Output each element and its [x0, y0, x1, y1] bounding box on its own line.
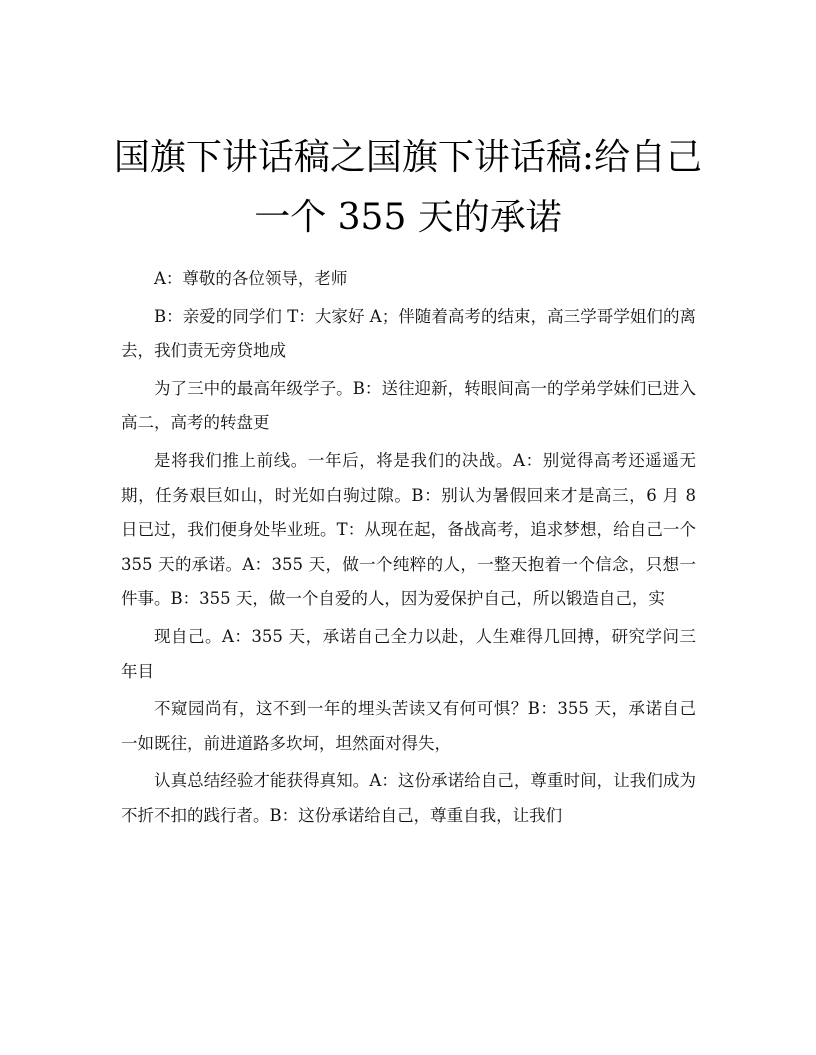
paragraph: B：亲爱的同学们 T：大家好 A；伴随着高考的结束，高三学哥学姐们的离去，我们责无旁贷地成: [121, 306, 696, 361]
paragraph: 是将我们推上前线。一年后，将是我们的决战。A：别觉得高考还遥遥无期，任务艰巨如山，时光如白驹过隙。B：别认为暑假回来才是高三，6 月 8 日已过，我们便身处毕业班。T：从现在起，备战高考，追求梦想，给自己一个 355 天的承诺。A：355 天，做一个纯粹的人，一整天抱着一个信念，只想一件事。B：355 天，做一个自爱的人，因为爱保护自己，所以锻造自己，实: [121, 450, 696, 609]
paragraph: 不窥园尚有，这不到一年的埋头苦读又有何可惧？B：355 天，承诺自己一如既往，前进道路多坎坷，坦然面对得失，: [121, 699, 696, 753]
paragraph: A：尊敬的各位领导，老师: [154, 269, 348, 288]
title-line-1: 国旗下讲话稿之国旗下讲话稿:给自己: [113, 137, 703, 179]
document-body: [121, 262, 696, 837]
document-title: [100, 128, 716, 248]
paragraph: 认真总结经验才能获得真知。A：这份承诺给自己，尊重时间，让我们成为不折不扣的践行者。B：这份承诺给自己，尊重自我，让我们: [121, 771, 696, 825]
paragraph: 现自己。A：355 天，承诺自己全力以赴，人生难得几回搏，研究学问三年目: [121, 626, 696, 681]
paragraph: 为了三中的最高年级学子。B：送往迎新，转眼间高一的学弟学妹们已进入高二，高考的转盘更: [121, 378, 696, 433]
title-line-2: 一个 355 天的承诺: [254, 197, 562, 239]
